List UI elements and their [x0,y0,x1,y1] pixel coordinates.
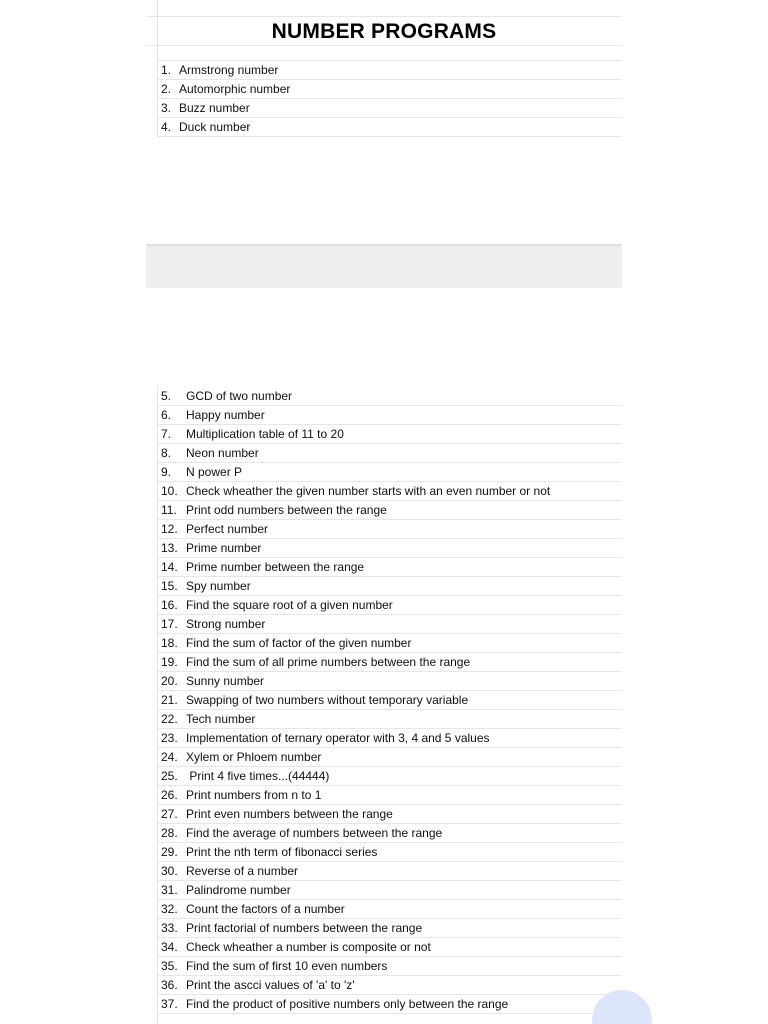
list-item-text: Find the square root of a given number [186,598,393,612]
list-item-text: GCD of two number [186,389,293,403]
list-item-number: 13. [161,541,178,555]
list-item-number: 2. [161,82,172,96]
list-item [157,539,622,558]
list-item [157,99,622,118]
list-item-number: 19. [161,655,178,669]
spacer-row [157,44,622,61]
list-item [157,957,622,976]
list-item-text: Armstrong number [179,63,279,77]
list-item [157,634,622,653]
list-item [157,387,622,406]
list-item [157,520,622,539]
list-item-text: Print odd numbers between the range [186,503,387,517]
list-item [157,938,622,957]
list-item [157,118,622,137]
list-item-text: Tech number [186,712,256,726]
list-item-number: 1. [161,63,172,77]
list-item-text: Check wheather the given number starts with an even number or not [186,484,551,498]
list-item [157,995,622,1014]
list-item [157,577,622,596]
list-item [157,482,622,501]
list-item-number: 28. [161,826,178,840]
list-item-number: 14. [161,560,178,574]
list-item-number: 32. [161,902,178,916]
list-item-number: 7. [161,427,172,441]
list-item-text: Happy number [186,408,265,422]
list-item-text: Check wheather a number is composite or not [186,940,431,954]
list-item [157,615,622,634]
list-item-text: Prime number between the range [186,560,365,574]
list-item-number: 31. [161,883,178,897]
list-item-text: Print factorial of numbers between the range [186,921,423,935]
list-item-number: 22. [161,712,178,726]
list-item-text: Find the product of positive numbers only between the range [186,997,509,1011]
page-break [146,244,622,288]
list-item-text: Palindrome number [186,883,291,897]
list-item-text: Multiplication table of 11 to 20 [186,427,344,441]
list-item-text: Reverse of a number [186,864,299,878]
list-item-number: 5. [161,389,172,403]
list-item-text: Neon number [186,446,259,460]
list-item-number: 30. [161,864,178,878]
list-item-text: N power P [186,465,243,479]
list-item [157,425,622,444]
list-item-text: Implementation of ternary operator with 3, 4 and 5 values [186,731,490,745]
list-item-number: 18. [161,636,178,650]
list-item-number: 6. [161,408,172,422]
list-item-number: 17. [161,617,178,631]
list-item [157,976,622,995]
list-item-text: Print numbers from n to 1 [186,788,322,802]
list-item-number: 11. [161,503,177,517]
list-item-text: Prime number [186,541,262,555]
list-item-number: 25. [161,769,178,783]
list-item [157,805,622,824]
list-item-text: Print even numbers between the range [186,807,393,821]
page-title: NUMBER PROGRAMS [271,20,497,43]
list-item-number: 26. [161,788,178,802]
list-item [157,691,622,710]
list-item-text: Swapping of two numbers without temporary variable [186,693,469,707]
list-item-number: 3. [161,101,172,115]
list-item-number: 10. [161,484,178,498]
list-item-text: Find the sum of factor of the given number [186,636,412,650]
list-item-number: 15. [161,579,178,593]
list-item [157,843,622,862]
list-item [157,672,622,691]
list-item [157,653,622,672]
list-item-number: 12. [161,522,178,536]
list-item-number: 37. [161,997,178,1011]
list-item-text: Print the nth term of fibonacci series [186,845,378,859]
list-item [157,406,622,425]
list-item-text: Automorphic number [179,82,291,96]
program-list-page-1 [157,61,622,137]
list-item-text: Find the sum of first 10 even numbers [186,959,388,973]
list-item [157,444,622,463]
list-item [157,919,622,938]
list-item-text: Count the factors of a number [186,902,345,916]
list-item-text: Find the average of numbers between the range [186,826,443,840]
list-item-text: Buzz number [179,101,250,115]
list-item-number: 20. [161,674,178,688]
list-item [157,900,622,919]
list-item-text: Xylem or Phloem number [186,750,322,764]
list-item-number: 23. [161,731,178,745]
list-item-number: 27. [161,807,178,821]
list-item [157,80,622,99]
list-item-text: Strong number [186,617,266,631]
list-item-text: Print the ascci values of 'a' to 'z' [186,978,355,992]
list-item [157,729,622,748]
list-item [157,824,622,843]
list-item-number: 16. [161,598,178,612]
list-item-text: Perfect number [186,522,269,536]
list-item [157,881,622,900]
list-item [157,501,622,520]
list-item-number: 4. [161,120,172,134]
list-item-number: 24. [161,750,178,764]
list-item [157,748,622,767]
list-item [157,786,622,805]
list-item [157,710,622,729]
list-item [157,862,622,881]
list-item-number: 9. [161,465,172,479]
list-item [157,767,622,786]
list-item [157,61,622,80]
list-item-text: Find the sum of all prime numbers between the range [186,655,471,669]
list-item [157,596,622,615]
list-item [157,558,622,577]
list-item-text: Print 4 five times...(44444) [186,769,330,783]
list-item-number: 36. [161,978,178,992]
list-item-number: 29. [161,845,178,859]
program-list-page-2 [157,387,622,1014]
list-item-number: 35. [161,959,178,973]
list-item [157,463,622,482]
list-item-text: Sunny number [186,674,265,688]
list-item-number: 21. [161,693,178,707]
list-item-text: Duck number [179,120,251,134]
list-item-number: 34. [161,940,178,954]
list-item-text: Spy number [186,579,251,593]
list-item-number: 33. [161,921,178,935]
list-item-number: 8. [161,446,172,460]
